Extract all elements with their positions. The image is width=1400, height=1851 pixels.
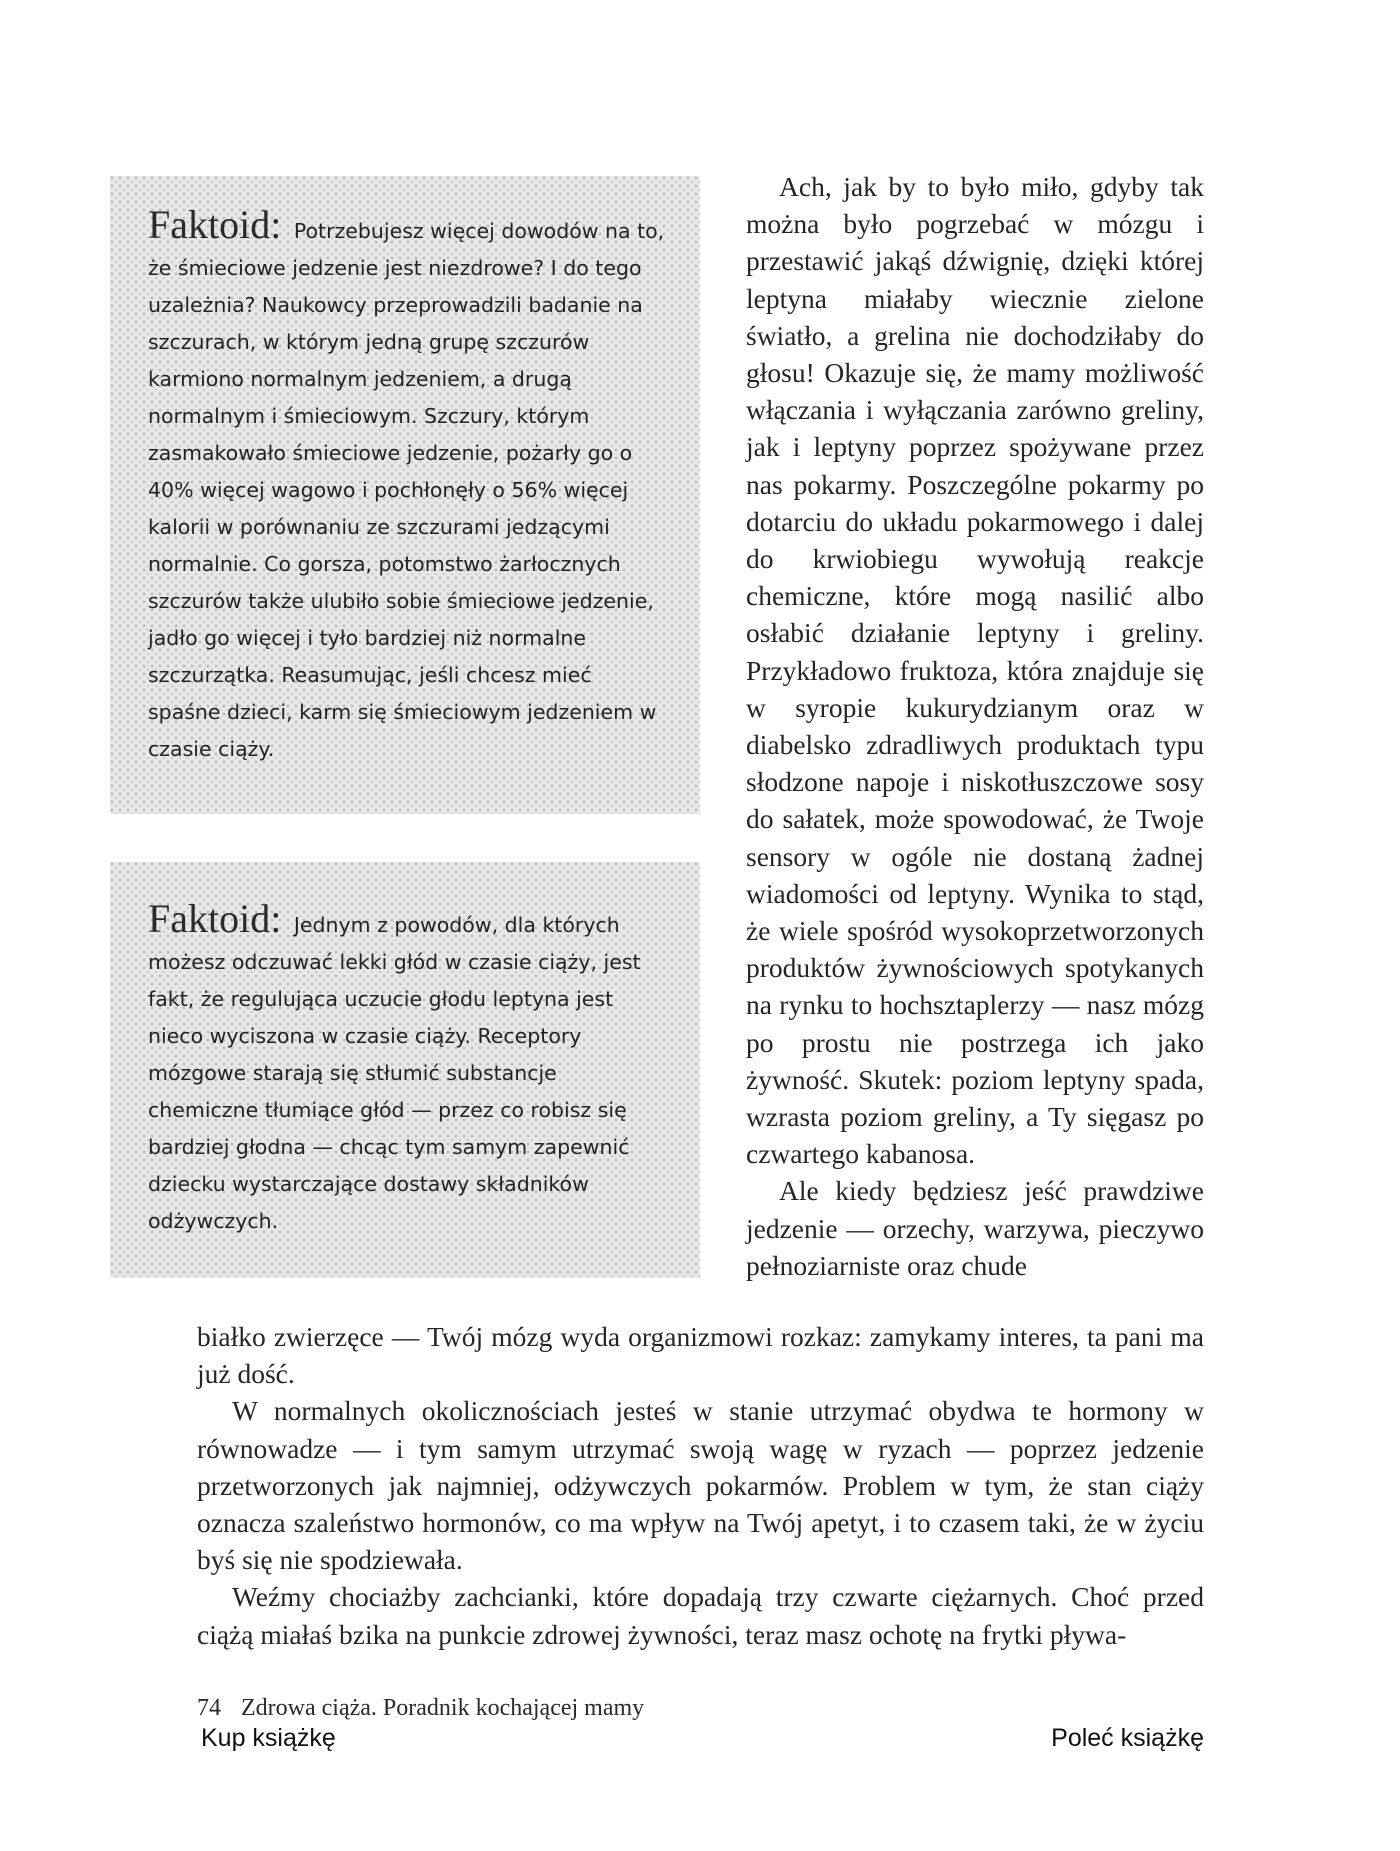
recommend-book-link[interactable]: Poleć książkę: [1051, 1724, 1204, 1752]
body-paragraph: białko zwierzęce — Twój mózg wyda organizmowi rozkaz: zamykamy interes, ta pani ma już dość.: [197, 1321, 1204, 1390]
factoid-box: [110, 862, 700, 1278]
full-width-text: [197, 1318, 1204, 1653]
body-paragraph: Weźmy chociażby zachcianki, które dopadają trzy czwarte ciężarnych. Choć przed ciążą miałaś bzika na punkcie zdrowej żywności, teraz masz ochotę na frytki pływa-: [197, 1581, 1204, 1650]
factoid-text: Jednym z powodów, dla których możesz odczuwać lekki głód w czasie ciąży, jest fakt, że regulująca uczucie głodu leptyna jest nieco wyciszona w czasie ciąży. Receptory mózgowe starają się stłumić substancje chemiczne tłumiące głód — przez co robisz się bardziej głodna — chcąc tym samym zapewnić dziecku wystarczające dostawy składników odżywczych.: [148, 913, 641, 1233]
body-paragraph: W normalnych okolicznościach jesteś w stanie utrzymać obydwa te hormony w równowadze — i tym samym utrzymać swoją wagę w ryzach — poprzez jedzenie przetworzonych jak najmniej, odżywczych pokarmów. Problem w tym, że stan ciąży oznacza szaleństwo hormonów, co ma wpływ na Twój apetyt, i to czasem taki, że w życiu byś się nie spodziewała.: [197, 1395, 1204, 1576]
book-title: Zdrowa ciąża. Poradnik kochającej mamy: [241, 1695, 645, 1721]
body-paragraph: Ach, jak by to było miło, gdyby tak można było pogrzebać w mózgu i przestawić jakąś dźwignię, dzięki której leptyna miałaby wiecznie zielone światło, a grelina nie dochodziłaby do głosu! Okazuje się, że mamy możliwość włączania i wyłączania zarówno greliny, jak i leptyny poprzez spożywane przez nas pokarmy. Poszczególne pokarmy po dotarciu do układu pokarmowego i dalej do krwiobiegu wywołują reakcje chemiczne, które mogą nasilić albo osłabić działanie leptyny i greliny. Przykładowo fruktoza, która znajduje się w syropie kukurydzianym oraz w diabelsko zdradliwych produktach typu słodzone napoje i niskotłuszczowe sosy do sałatek, może spowodować, że Twoje sensory w ogóle nie dostaną żadnej wiadomości od leptyny. Wynika to stąd, że wiele spośród wysokoprzetworzonych produktów żywnościowych spotykanych na rynku to hochsztaplerzy — nasz mózg po prostu nie postrzega ich jako żywność. Skutek: poziom leptyny spada, wzrasta poziom greliny, a Ty sięgasz po czwartego kabanosa.: [746, 171, 1204, 1170]
page-footer: [197, 1695, 644, 1722]
factoid-heading: Faktoid:: [148, 896, 282, 941]
right-column-text: [746, 168, 1204, 1284]
factoid-box: [110, 176, 700, 814]
buy-book-link[interactable]: Kup książkę: [201, 1724, 336, 1752]
body-paragraph: Ale kiedy będziesz jeść prawdziwe jedzenie — orzechy, warzywa, pieczywo pełnoziarniste oraz chude: [746, 1175, 1204, 1281]
page-number: 74: [197, 1695, 221, 1721]
factoid-heading: Faktoid:: [148, 202, 282, 247]
factoid-text: Potrzebujesz więcej dowodów na to, że śmieciowe jedzenie jest niezdrowe? I do tego uzależnia? Naukowcy przeprowadzili badanie na szczurach, w którym jedną grupę szczurów karmiono normalnym jedzeniem, a drugą normalnym i śmieciowym. Szczury, którym zasmakowało śmieciowe jedzenie, pożarły go o 40% więcej wagowo i pochłonęły o 56% więcej kalorii w porównaniu ze szczurami jedzącymi normalnie. Co gorsza, potomstwo żarłocznych szczurów także ulubiło sobie śmieciowe jedzenie, jadło go więcej i tyło bardziej niż normalne szczurzątka. Reasumując, jeśli chcesz mieć spaśne dzieci, karm się śmieciowym jedzeniem w czasie ciąży.: [148, 219, 665, 761]
